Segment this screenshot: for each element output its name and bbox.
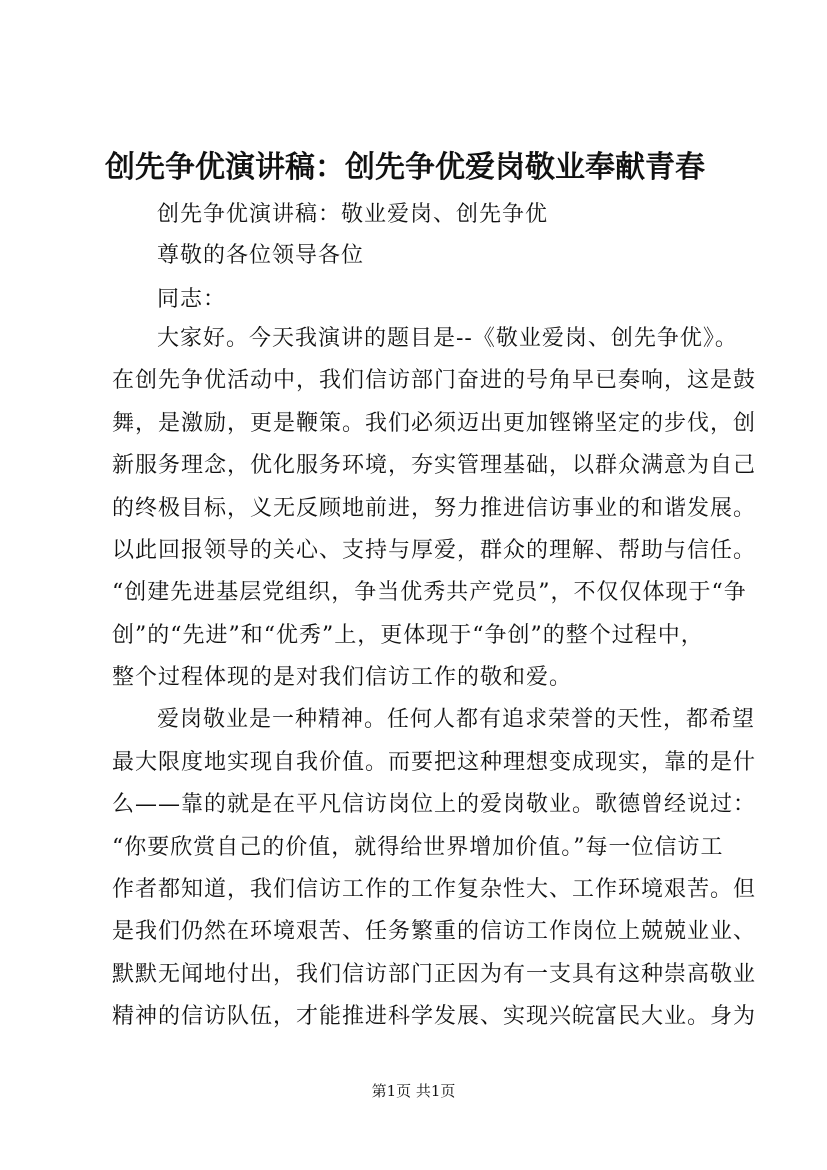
paragraph-line: “创建先进基层党组织，争当优秀共产党员”，不仅仅体现于“争 [112,580,747,605]
paragraph-line: 以此回报领导的关心、支持与厚爱，群众的理解、帮助与信任。 [112,538,757,563]
paragraph-line: 精神的信访队伍，才能推进科学发展、实现兴皖富民大业。身为 [112,1004,757,1029]
paragraph-line: 大家好。今天我演讲的题目是--《敬业爱岗、创先争优》。 [157,326,738,351]
paragraph-line: 默默无闻地付出，我们信访部门正因为有一支具有这种崇高敬业 [112,962,757,987]
paragraph-line: “你要欣赏自己的价值，就得给世界增加价值。”每一位信访工 [112,835,724,860]
paragraph-line: 在创先争优活动中，我们信访部门奋进的号角早已奏响，这是鼓 [112,368,757,393]
subtitle-line: 创先争优演讲稿：敬业爱岗、创先争优 [157,202,549,227]
salutation-line: 尊敬的各位领导各位 [157,243,365,268]
paragraph-line: 作者都知道，我们信访工作的工作复杂性大、工作环境艰苦。但 [112,877,757,902]
paragraph-line: 的终极目标，义无反顾地前进，努力推进信访事业的和谐发展。 [112,496,757,521]
paragraph-line: 是我们仍然在环境艰苦、任务繁重的信访工作岗位上兢兢业业、 [112,919,757,944]
paragraph-line: 么——靠的就是在平凡信访岗位上的爱岗敬业。歌德曾经说过： [112,792,757,817]
salutation-line: 同志： [157,287,227,312]
paragraph-line: 最大限度地实现自我价值。而要把这种理想变成现实，靠的是什 [112,750,757,775]
paragraph-line: 爱岗敬业是一种精神。任何人都有追求荣誉的天性，都希望 [157,707,756,732]
document-title: 创先争优演讲稿：创先争优爱岗敬业奉献青春 [105,150,705,185]
page-number-footer: 第1页 共1页 [371,1082,456,1100]
paragraph-line: 创”的“先进”和“优秀”上，更体现于“争创”的整个过程中， [112,623,704,648]
paragraph-line: 新服务理念，优化服务环境，夯实管理基础，以群众满意为自己 [112,453,757,478]
paragraph-line: 舞，是激励，更是鞭策。我们必须迈出更加铿锵坚定的步伐，创 [112,411,757,436]
paragraph-line: 整个过程体现的是对我们信访工作的敬和爱。 [112,665,573,690]
